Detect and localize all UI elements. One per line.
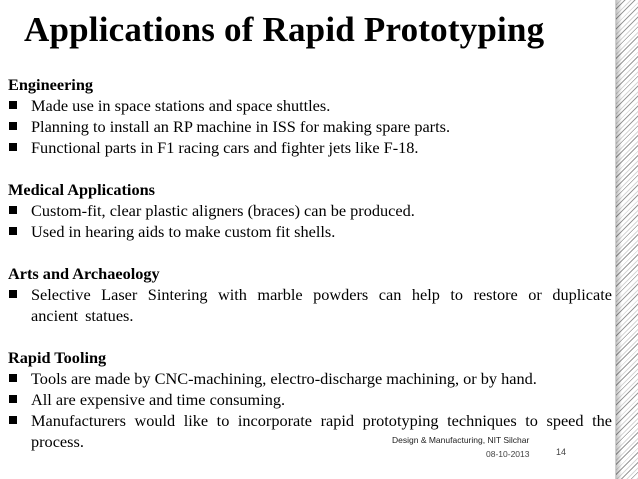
bullet-item: Manufacturers would like to incorporate rapid prototyping techniques to speed the process. <box>8 410 612 452</box>
slide-title: Applications of Rapid Prototyping <box>24 10 545 49</box>
slide-content <box>8 74 612 473</box>
bullet-item: Functional parts in F1 racing cars and fighter jets like F-18. <box>8 137 612 158</box>
bullet-item: Tools are made by CNC-machining, electro-discharge machining, or by hand. <box>8 368 612 389</box>
decorative-border <box>615 0 638 479</box>
footer-date: 08-10-2013 <box>486 449 530 459</box>
section-medical <box>8 179 612 242</box>
bullet-item: Custom-fit, clear plastic aligners (braces) can be produced. <box>8 200 612 221</box>
bullet-item: Used in hearing aids to make custom fit shells. <box>8 221 612 242</box>
section-heading: Engineering <box>8 75 94 94</box>
section-engineering <box>8 74 612 158</box>
section-heading: Rapid Tooling <box>8 348 107 367</box>
footer-text: Design & Manufacturing, NIT Silchar <box>392 435 530 445</box>
section-heading: Arts and Archaeology <box>8 264 160 283</box>
bullet-item: All are expensive and time consuming. <box>8 389 612 410</box>
section-heading: Medical Applications <box>8 180 155 199</box>
bullet-item: Made use in space stations and space shuttles. <box>8 95 612 116</box>
page-number: 14 <box>556 447 567 457</box>
section-arts <box>8 263 612 326</box>
bullet-item: Selective Laser Sintering with marble powders can help to restore or duplicate ancient statues. <box>8 284 612 326</box>
bullet-item: Planning to install an RP machine in ISS for making spare parts. <box>8 116 612 137</box>
